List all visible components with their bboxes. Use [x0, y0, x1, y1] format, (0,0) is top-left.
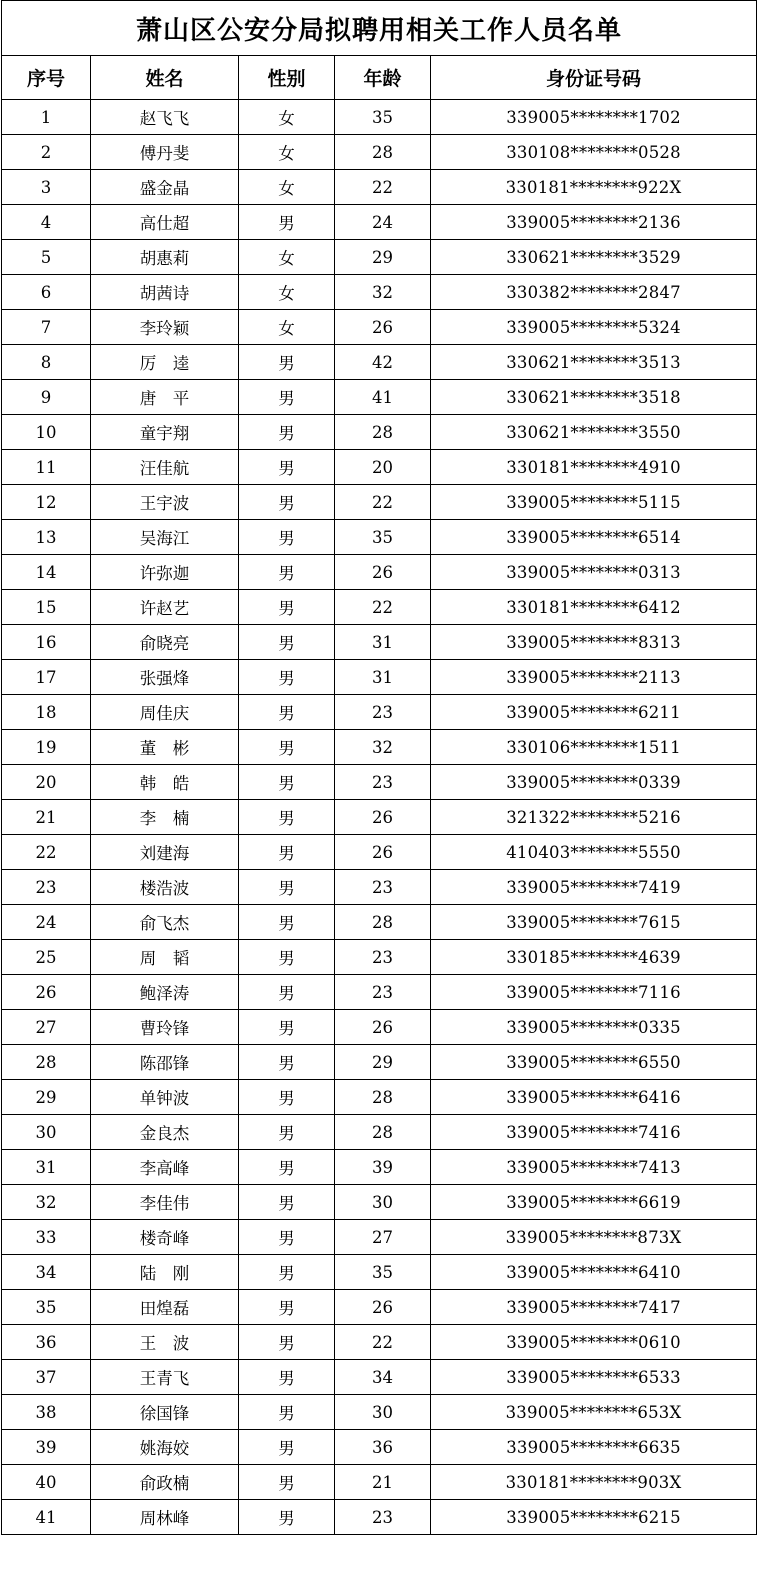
table-row — [2, 450, 757, 485]
cell-id-number: 339005********653X — [431, 1395, 757, 1430]
cell-id-number: 339005********0335 — [431, 1010, 757, 1045]
cell-age: 20 — [335, 450, 431, 485]
cell-age: 26 — [335, 1290, 431, 1325]
cell-name: 汪佳航 — [91, 450, 239, 485]
cell-sex: 男 — [239, 905, 335, 940]
cell-age: 26 — [335, 555, 431, 590]
roster-document — [1, 0, 756, 1535]
cell-age: 23 — [335, 695, 431, 730]
cell-id-number: 339005********5324 — [431, 310, 757, 345]
cell-sex: 男 — [239, 1360, 335, 1395]
cell-id-number: 330181********4910 — [431, 450, 757, 485]
cell-name: 刘建海 — [91, 835, 239, 870]
cell-name: 周 韬 — [91, 940, 239, 975]
cell-age: 23 — [335, 940, 431, 975]
cell-no: 40 — [2, 1465, 91, 1500]
cell-no: 35 — [2, 1290, 91, 1325]
header-id: 身份证号码 — [431, 56, 757, 100]
cell-age: 30 — [335, 1185, 431, 1220]
cell-id-number: 339005********2113 — [431, 660, 757, 695]
cell-age: 21 — [335, 1465, 431, 1500]
cell-age: 31 — [335, 625, 431, 660]
cell-sex: 女 — [239, 310, 335, 345]
cell-id-number: 330621********3529 — [431, 240, 757, 275]
cell-name: 赵飞飞 — [91, 100, 239, 135]
roster-body — [2, 100, 757, 1535]
cell-no: 7 — [2, 310, 91, 345]
cell-id-number: 339005********7615 — [431, 905, 757, 940]
cell-no: 41 — [2, 1500, 91, 1535]
cell-name: 胡茜诗 — [91, 275, 239, 310]
table-row — [2, 345, 757, 380]
cell-sex: 男 — [239, 1045, 335, 1080]
cell-no: 14 — [2, 555, 91, 590]
table-row — [2, 1220, 757, 1255]
cell-name: 陈邵锋 — [91, 1045, 239, 1080]
cell-no: 32 — [2, 1185, 91, 1220]
cell-no: 28 — [2, 1045, 91, 1080]
cell-age: 23 — [335, 870, 431, 905]
cell-sex: 男 — [239, 975, 335, 1010]
table-row — [2, 555, 757, 590]
table-row — [2, 380, 757, 415]
cell-age: 41 — [335, 380, 431, 415]
cell-sex: 男 — [239, 415, 335, 450]
cell-id-number: 339005********6533 — [431, 1360, 757, 1395]
cell-age: 30 — [335, 1395, 431, 1430]
cell-id-number: 330181********6412 — [431, 590, 757, 625]
cell-age: 29 — [335, 1045, 431, 1080]
cell-sex: 男 — [239, 380, 335, 415]
table-row — [2, 1430, 757, 1465]
table-row — [2, 240, 757, 275]
table-row — [2, 310, 757, 345]
cell-name: 单钟波 — [91, 1080, 239, 1115]
cell-age: 28 — [335, 905, 431, 940]
cell-no: 10 — [2, 415, 91, 450]
cell-sex: 男 — [239, 695, 335, 730]
table-row — [2, 765, 757, 800]
table-row — [2, 1080, 757, 1115]
header-no: 序号 — [2, 56, 91, 100]
cell-name: 王宇波 — [91, 485, 239, 520]
cell-age: 26 — [335, 800, 431, 835]
cell-id-number: 339005********6416 — [431, 1080, 757, 1115]
cell-sex: 女 — [239, 100, 335, 135]
cell-age: 35 — [335, 1255, 431, 1290]
cell-age: 23 — [335, 765, 431, 800]
cell-id-number: 330108********0528 — [431, 135, 757, 170]
cell-sex: 男 — [239, 940, 335, 975]
cell-age: 28 — [335, 135, 431, 170]
cell-sex: 男 — [239, 520, 335, 555]
cell-name: 鲍泽涛 — [91, 975, 239, 1010]
table-row — [2, 800, 757, 835]
cell-name: 高仕超 — [91, 205, 239, 240]
cell-id-number: 330382********2847 — [431, 275, 757, 310]
table-row — [2, 975, 757, 1010]
cell-sex: 男 — [239, 800, 335, 835]
cell-no: 19 — [2, 730, 91, 765]
cell-no: 31 — [2, 1150, 91, 1185]
cell-no: 3 — [2, 170, 91, 205]
table-row — [2, 1255, 757, 1290]
cell-age: 26 — [335, 1010, 431, 1045]
cell-no: 16 — [2, 625, 91, 660]
cell-sex: 男 — [239, 870, 335, 905]
cell-no: 4 — [2, 205, 91, 240]
cell-name: 田煌磊 — [91, 1290, 239, 1325]
table-row — [2, 1150, 757, 1185]
table-row — [2, 1360, 757, 1395]
cell-id-number: 330106********1511 — [431, 730, 757, 765]
cell-name: 楼浩波 — [91, 870, 239, 905]
cell-sex: 男 — [239, 1185, 335, 1220]
cell-age: 27 — [335, 1220, 431, 1255]
cell-sex: 男 — [239, 660, 335, 695]
cell-no: 26 — [2, 975, 91, 1010]
cell-id-number: 410403********5550 — [431, 835, 757, 870]
table-row — [2, 1500, 757, 1535]
cell-id-number: 339005********2136 — [431, 205, 757, 240]
cell-id-number: 339005********6635 — [431, 1430, 757, 1465]
cell-sex: 男 — [239, 765, 335, 800]
cell-age: 29 — [335, 240, 431, 275]
table-row — [2, 870, 757, 905]
cell-no: 21 — [2, 800, 91, 835]
cell-sex: 男 — [239, 1150, 335, 1185]
table-row — [2, 1395, 757, 1430]
table-row — [2, 1465, 757, 1500]
cell-no: 17 — [2, 660, 91, 695]
cell-name: 徐国锋 — [91, 1395, 239, 1430]
table-row — [2, 730, 757, 765]
cell-id-number: 339005********1702 — [431, 100, 757, 135]
table-row — [2, 1045, 757, 1080]
table-row — [2, 1185, 757, 1220]
table-row — [2, 275, 757, 310]
cell-sex: 男 — [239, 205, 335, 240]
roster-table — [1, 0, 757, 1535]
cell-no: 15 — [2, 590, 91, 625]
cell-age: 28 — [335, 1080, 431, 1115]
cell-no: 1 — [2, 100, 91, 135]
cell-id-number: 339005********6215 — [431, 1500, 757, 1535]
cell-name: 姚海姣 — [91, 1430, 239, 1465]
cell-id-number: 339005********0339 — [431, 765, 757, 800]
cell-age: 22 — [335, 590, 431, 625]
cell-no: 36 — [2, 1325, 91, 1360]
cell-id-number: 330181********922X — [431, 170, 757, 205]
cell-sex: 女 — [239, 240, 335, 275]
cell-no: 2 — [2, 135, 91, 170]
cell-no: 20 — [2, 765, 91, 800]
cell-sex: 男 — [239, 345, 335, 380]
cell-age: 22 — [335, 1325, 431, 1360]
cell-no: 38 — [2, 1395, 91, 1430]
header-name: 姓名 — [91, 56, 239, 100]
cell-id-number: 330621********3518 — [431, 380, 757, 415]
cell-name: 曹玲锋 — [91, 1010, 239, 1045]
table-row — [2, 1325, 757, 1360]
cell-age: 23 — [335, 975, 431, 1010]
cell-sex: 男 — [239, 1220, 335, 1255]
cell-age: 28 — [335, 415, 431, 450]
header-sex: 性别 — [239, 56, 335, 100]
cell-name: 俞晓亮 — [91, 625, 239, 660]
cell-id-number: 330621********3513 — [431, 345, 757, 380]
cell-name: 张强烽 — [91, 660, 239, 695]
cell-name: 许弥迦 — [91, 555, 239, 590]
cell-name: 胡惠莉 — [91, 240, 239, 275]
cell-name: 唐 平 — [91, 380, 239, 415]
cell-sex: 男 — [239, 1010, 335, 1045]
cell-no: 23 — [2, 870, 91, 905]
cell-no: 8 — [2, 345, 91, 380]
table-row — [2, 625, 757, 660]
cell-name: 李高峰 — [91, 1150, 239, 1185]
cell-sex: 男 — [239, 1290, 335, 1325]
cell-name: 吴海江 — [91, 520, 239, 555]
cell-no: 5 — [2, 240, 91, 275]
table-row — [2, 905, 757, 940]
cell-name: 童宇翔 — [91, 415, 239, 450]
cell-id-number: 330181********903X — [431, 1465, 757, 1500]
cell-age: 35 — [335, 520, 431, 555]
cell-name: 楼奇峰 — [91, 1220, 239, 1255]
cell-id-number: 339005********0610 — [431, 1325, 757, 1360]
cell-name: 周佳庆 — [91, 695, 239, 730]
cell-sex: 男 — [239, 450, 335, 485]
cell-no: 13 — [2, 520, 91, 555]
cell-sex: 男 — [239, 1115, 335, 1150]
cell-age: 28 — [335, 1115, 431, 1150]
table-row — [2, 485, 757, 520]
cell-age: 26 — [335, 310, 431, 345]
cell-age: 39 — [335, 1150, 431, 1185]
cell-id-number: 339005********7417 — [431, 1290, 757, 1325]
cell-sex: 男 — [239, 625, 335, 660]
cell-age: 26 — [335, 835, 431, 870]
cell-age: 35 — [335, 100, 431, 135]
cell-name: 许赵艺 — [91, 590, 239, 625]
cell-name: 李 楠 — [91, 800, 239, 835]
cell-name: 傅丹斐 — [91, 135, 239, 170]
cell-no: 33 — [2, 1220, 91, 1255]
cell-no: 11 — [2, 450, 91, 485]
cell-sex: 男 — [239, 1465, 335, 1500]
cell-age: 34 — [335, 1360, 431, 1395]
cell-id-number: 339005********7413 — [431, 1150, 757, 1185]
cell-name: 厉 逵 — [91, 345, 239, 380]
header-row — [2, 56, 757, 100]
header-age: 年龄 — [335, 56, 431, 100]
cell-no: 39 — [2, 1430, 91, 1465]
cell-name: 李佳伟 — [91, 1185, 239, 1220]
cell-sex: 男 — [239, 1430, 335, 1465]
table-row — [2, 135, 757, 170]
cell-name: 陆 刚 — [91, 1255, 239, 1290]
cell-name: 韩 皓 — [91, 765, 239, 800]
cell-age: 32 — [335, 730, 431, 765]
cell-age: 36 — [335, 1430, 431, 1465]
table-row — [2, 940, 757, 975]
cell-name: 盛金晶 — [91, 170, 239, 205]
cell-age: 23 — [335, 1500, 431, 1535]
cell-sex: 男 — [239, 1080, 335, 1115]
cell-age: 42 — [335, 345, 431, 380]
cell-name: 王 波 — [91, 1325, 239, 1360]
cell-sex: 男 — [239, 1325, 335, 1360]
cell-name: 金良杰 — [91, 1115, 239, 1150]
table-row — [2, 1010, 757, 1045]
cell-sex: 男 — [239, 1395, 335, 1430]
cell-sex: 男 — [239, 590, 335, 625]
cell-sex: 男 — [239, 1500, 335, 1535]
table-row — [2, 660, 757, 695]
table-row — [2, 1115, 757, 1150]
cell-id-number: 330621********3550 — [431, 415, 757, 450]
document-title: 萧山区公安分局拟聘用相关工作人员名单 — [2, 1, 757, 56]
cell-no: 22 — [2, 835, 91, 870]
cell-sex: 男 — [239, 555, 335, 590]
cell-no: 34 — [2, 1255, 91, 1290]
cell-name: 董 彬 — [91, 730, 239, 765]
cell-name: 俞飞杰 — [91, 905, 239, 940]
cell-sex: 男 — [239, 730, 335, 765]
cell-id-number: 339005********6211 — [431, 695, 757, 730]
cell-no: 18 — [2, 695, 91, 730]
cell-no: 6 — [2, 275, 91, 310]
cell-no: 24 — [2, 905, 91, 940]
cell-id-number: 339005********7116 — [431, 975, 757, 1010]
cell-no: 12 — [2, 485, 91, 520]
cell-id-number: 339005********6514 — [431, 520, 757, 555]
cell-id-number: 330185********4639 — [431, 940, 757, 975]
cell-no: 9 — [2, 380, 91, 415]
cell-name: 俞政楠 — [91, 1465, 239, 1500]
table-row — [2, 415, 757, 450]
table-row — [2, 1290, 757, 1325]
cell-id-number: 339005********0313 — [431, 555, 757, 590]
cell-id-number: 339005********6410 — [431, 1255, 757, 1290]
table-row — [2, 835, 757, 870]
cell-age: 31 — [335, 660, 431, 695]
table-row — [2, 170, 757, 205]
cell-id-number: 321322********5216 — [431, 800, 757, 835]
cell-age: 24 — [335, 205, 431, 240]
cell-name: 周林峰 — [91, 1500, 239, 1535]
cell-no: 25 — [2, 940, 91, 975]
cell-no: 37 — [2, 1360, 91, 1395]
cell-age: 22 — [335, 170, 431, 205]
cell-name: 李玲颖 — [91, 310, 239, 345]
cell-id-number: 339005********6619 — [431, 1185, 757, 1220]
cell-sex: 女 — [239, 275, 335, 310]
cell-no: 27 — [2, 1010, 91, 1045]
cell-no: 29 — [2, 1080, 91, 1115]
cell-id-number: 339005********7419 — [431, 870, 757, 905]
cell-sex: 女 — [239, 135, 335, 170]
table-row — [2, 695, 757, 730]
cell-sex: 男 — [239, 1255, 335, 1290]
cell-id-number: 339005********5115 — [431, 485, 757, 520]
cell-id-number: 339005********873X — [431, 1220, 757, 1255]
cell-no: 30 — [2, 1115, 91, 1150]
table-row — [2, 520, 757, 555]
cell-sex: 男 — [239, 835, 335, 870]
table-row — [2, 205, 757, 240]
cell-name: 王青飞 — [91, 1360, 239, 1395]
cell-id-number: 339005********6550 — [431, 1045, 757, 1080]
cell-sex: 女 — [239, 170, 335, 205]
table-row — [2, 100, 757, 135]
cell-age: 32 — [335, 275, 431, 310]
cell-age: 22 — [335, 485, 431, 520]
cell-sex: 男 — [239, 485, 335, 520]
table-row — [2, 590, 757, 625]
cell-id-number: 339005********7416 — [431, 1115, 757, 1150]
cell-id-number: 339005********8313 — [431, 625, 757, 660]
